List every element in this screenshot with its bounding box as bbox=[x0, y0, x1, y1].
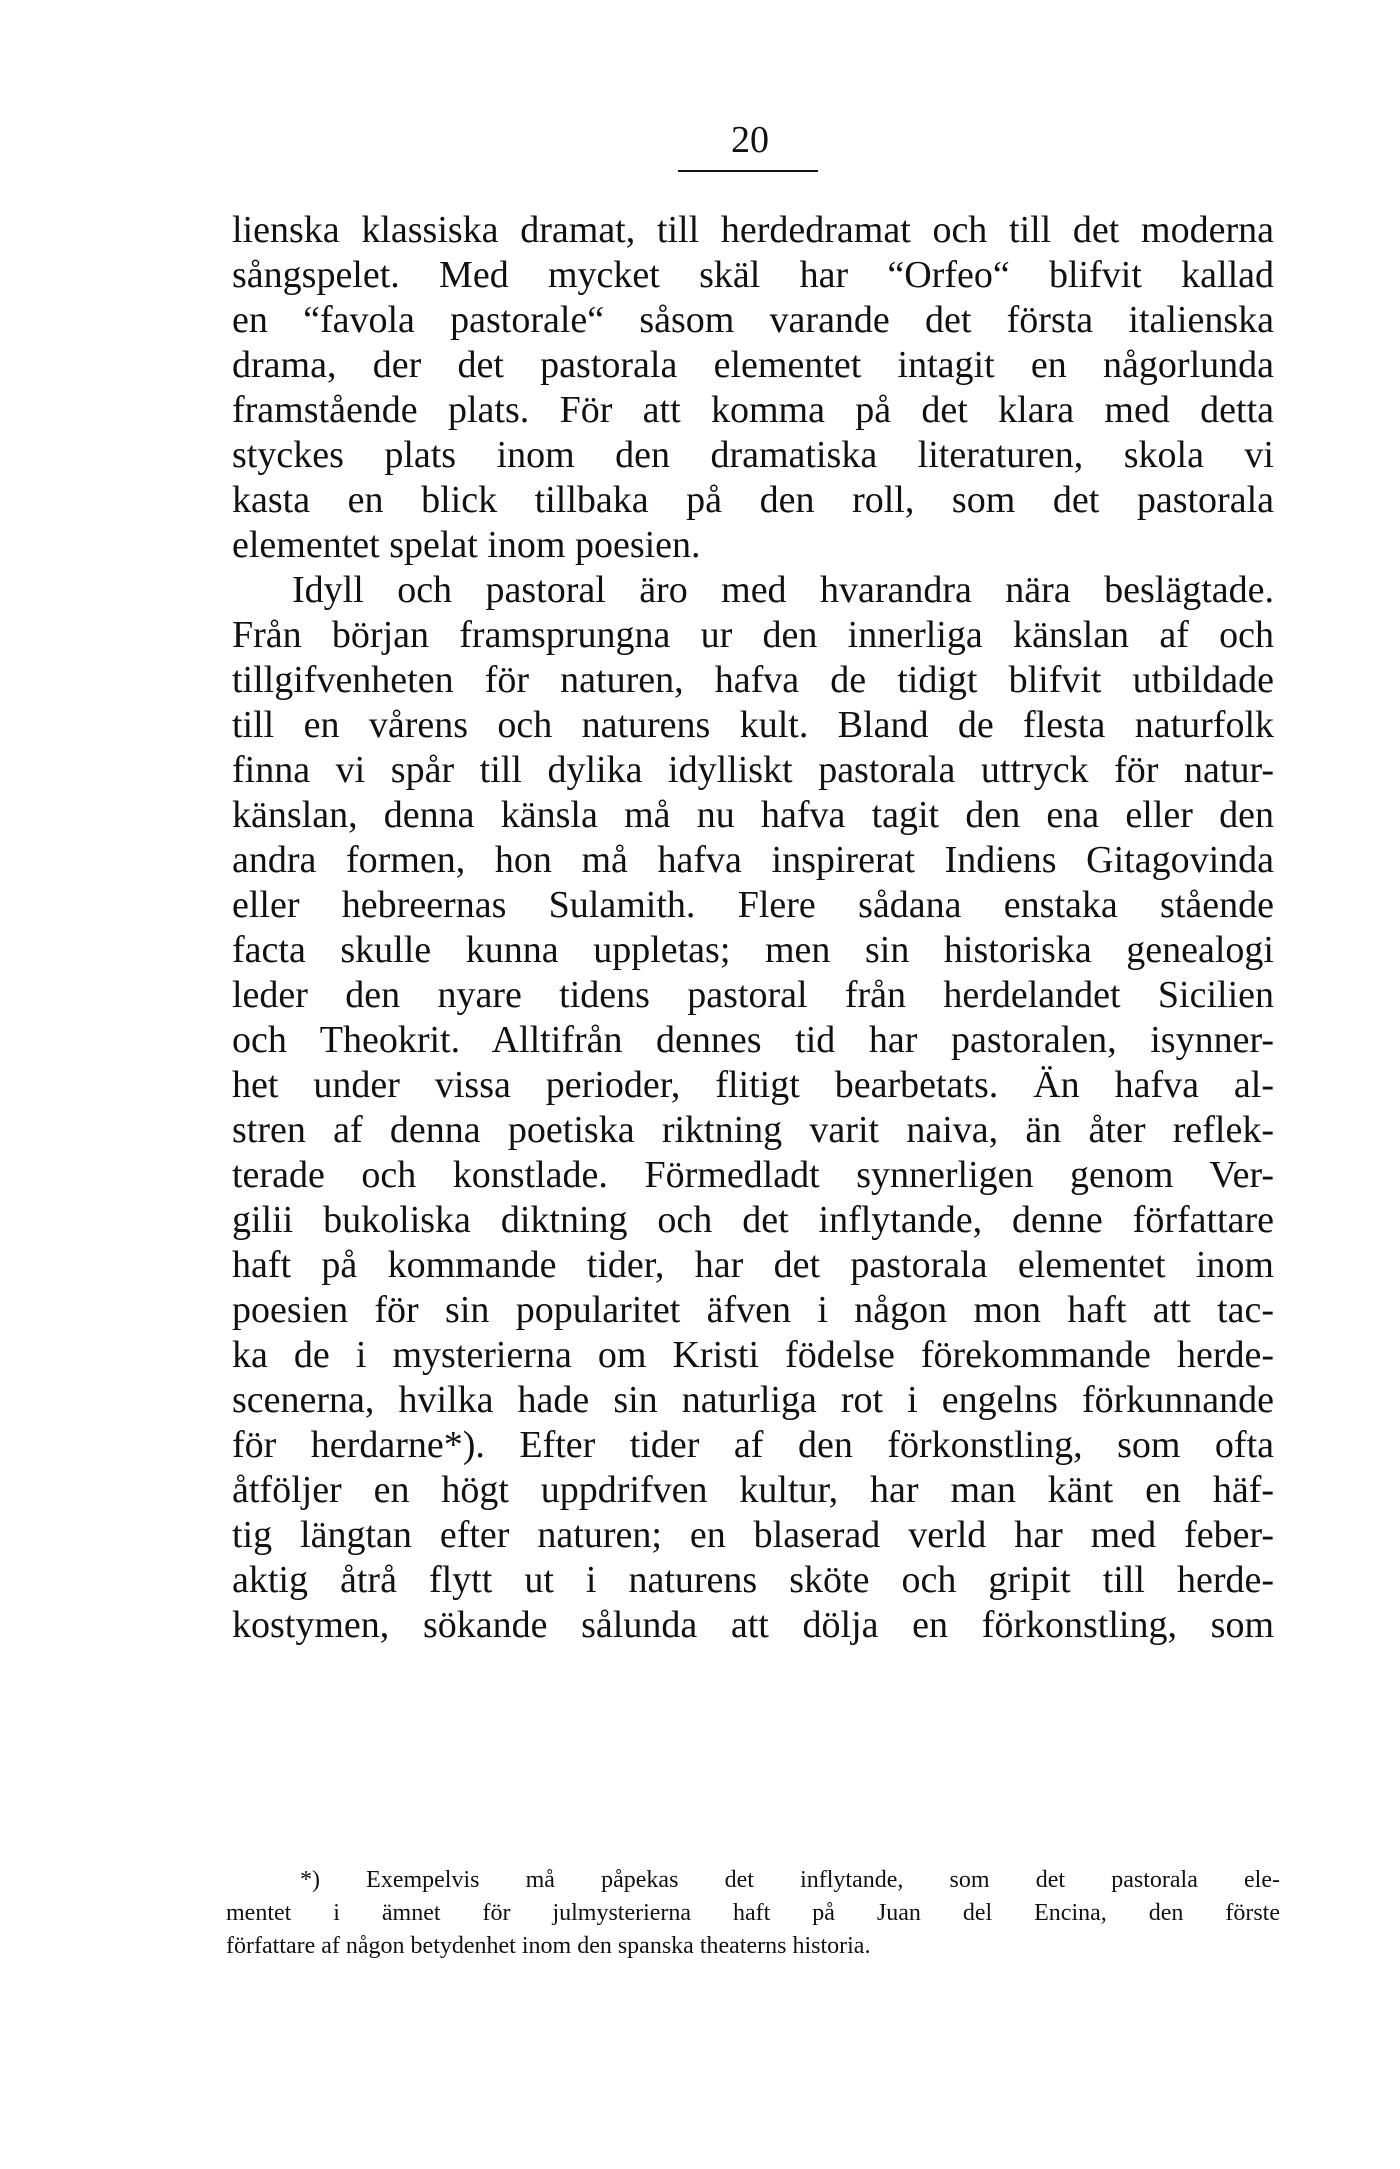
text-line: tillgifvenheten för naturen, hafva de tidigt blifvit utbildade bbox=[232, 659, 1274, 701]
text-line: tig längtan efter naturen; en blaserad verld har med feber- bbox=[232, 1514, 1274, 1556]
text-line: drama, der det pastorala elementet intagit en någorlunda bbox=[232, 344, 1274, 386]
text-line: eller hebreernas Sulamith. Flere sådana enstaka stående bbox=[232, 884, 1274, 926]
text-line: aktig åtrå flytt ut i naturens sköte och gripit till herde- bbox=[232, 1559, 1274, 1601]
text-line: sångspelet. Med mycket skäl har “Orfeo“ blifvit kallad bbox=[232, 254, 1274, 296]
text-line: kasta en blick tillbaka på den roll, som det pastorala bbox=[232, 479, 1274, 521]
text-line: terade och konstlade. Förmedladt synnerligen genom Ver- bbox=[232, 1154, 1274, 1196]
text-line: ka de i mysterierna om Kristi födelse förekommande herde- bbox=[232, 1334, 1274, 1376]
footnote-line: mentet i ämnet för julmysterierna haft på Juan del Encina, den förste bbox=[226, 1900, 1280, 1926]
footnote-line: författare af någon betydenhet inom den spanska theaterns historia. bbox=[226, 1933, 871, 1959]
text-line: elementet spelat inom poesien. bbox=[232, 524, 701, 566]
text-line: styckes plats inom den dramatiska literaturen, skola vi bbox=[232, 434, 1274, 476]
text-line: kostymen, sökande sålunda att dölja en förkonstling, som bbox=[232, 1604, 1274, 1646]
text-line: gilii bukoliska diktning och det inflytande, denne författare bbox=[232, 1199, 1274, 1241]
text-line: för herdarne*). Efter tider af den förkonstling, som ofta bbox=[232, 1424, 1274, 1466]
footnote bbox=[226, 1864, 1280, 1963]
footnote-line: *) Exempelvis må påpekas det inflytande, som det pastorala ele- bbox=[300, 1867, 1280, 1893]
page-number: 20 bbox=[731, 119, 769, 161]
text-line: andra formen, hon må hafva inspirerat Indiens Gitagovinda bbox=[232, 839, 1274, 881]
text-line: och Theokrit. Alltifrån dennes tid har pastoralen, isynner- bbox=[232, 1019, 1274, 1061]
text-line: finna vi spår till dylika idylliskt pastorala uttryck för natur- bbox=[232, 749, 1274, 791]
text-line: haft på kommande tider, har det pastorala elementet inom bbox=[232, 1244, 1274, 1286]
text-line: framstående plats. För att komma på det klara med detta bbox=[232, 389, 1274, 431]
text-line: åtföljer en högt uppdrifven kultur, har man känt en häf- bbox=[232, 1469, 1274, 1511]
text-line: lienska klassiska dramat, till herdedramat och till det moderna bbox=[232, 209, 1274, 251]
text-line: scenerna, hvilka hade sin naturliga rot i engelns förkunnande bbox=[232, 1379, 1274, 1421]
text-line: stren af denna poetiska riktning varit naiva, än åter reflek- bbox=[232, 1109, 1274, 1151]
page-number-rule bbox=[678, 170, 818, 172]
text-line: en “favola pastorale“ såsom varande det första italienska bbox=[232, 299, 1274, 341]
text-line: poesien för sin popularitet äfven i någon mon haft att tac- bbox=[232, 1289, 1274, 1331]
text-line: Idyll och pastoral äro med hvarandra nära beslägtade. bbox=[292, 569, 1274, 611]
text-line: Från början framsprungna ur den innerliga känslan af och bbox=[232, 614, 1274, 656]
text-line: känslan, denna känsla må nu hafva tagit den ena eller den bbox=[232, 794, 1274, 836]
text-line: facta skulle kunna uppletas; men sin historiska genealogi bbox=[232, 929, 1274, 971]
text-line: till en vårens och naturens kult. Bland de flesta naturfolk bbox=[232, 704, 1274, 746]
body-text bbox=[232, 208, 1274, 1648]
text-line: het under vissa perioder, flitigt bearbetats. Än hafva al- bbox=[232, 1064, 1274, 1106]
text-line: leder den nyare tidens pastoral från herdelandet Sicilien bbox=[232, 974, 1274, 1016]
